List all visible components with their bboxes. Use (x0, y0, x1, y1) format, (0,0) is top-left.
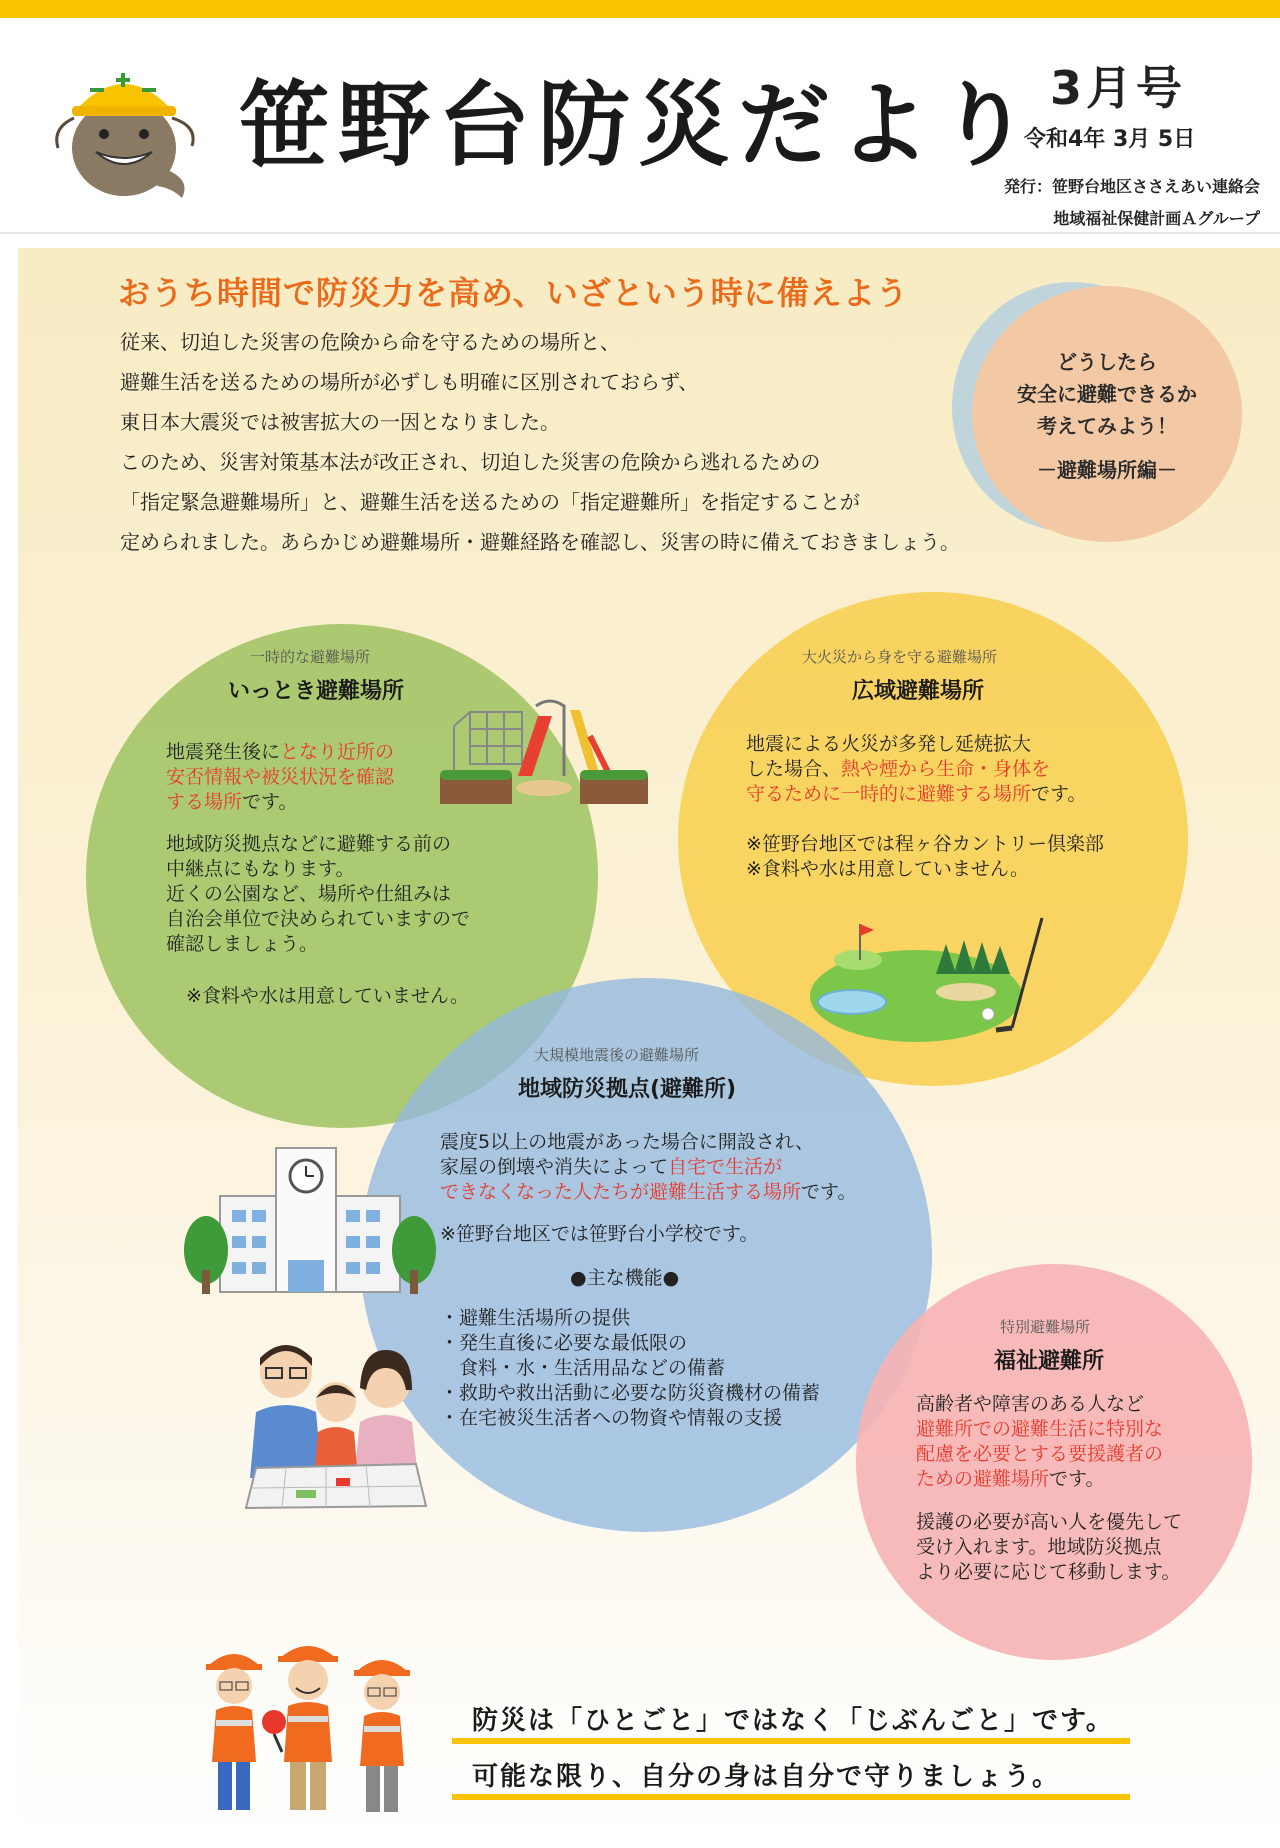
intro-line: このため、災害対策基本法が改正され、切迫した災害の危険から逃れるための (120, 450, 821, 474)
headline: おうち時間で防災力を高め、いざという時に備えよう (118, 274, 909, 312)
blue-circle-functions-title: ●主な機能● (570, 1267, 680, 1289)
playground-illustration (440, 696, 650, 808)
slogan-line-2: 可能な限り、自分の身は自分で守りましょう。 (472, 1762, 1061, 1792)
green-circle-paragraph-2: 地域防災拠点などに避難する前の 中継点にもなります。 近くの公園など、場所や仕組みは 自治会単位で決められていますので 確認しましょう。 (166, 833, 471, 955)
blue-circle-paragraph-1: 震度5以上の地震があった場合に開設され、 家屋の倒壊や消失によって自宅で生活が できなくなった人たちが避難生活する場所です。 (440, 1131, 857, 1203)
school-building-illustration (180, 1140, 440, 1298)
function-item: ・救助や救出活動に必要な防災資機材の備蓄 (440, 1382, 821, 1404)
pink-circle-subtitle: 特別避難場所 (1000, 1318, 1091, 1336)
yellow-circle-subtitle: 大火災から身を守る避難場所 (802, 648, 998, 666)
slogan-underline-2 (452, 1794, 1130, 1800)
family-with-map-illustration (236, 1328, 436, 1510)
yellow-circle-notes: ※笹野台地区では程ヶ谷カントリー倶楽部 ※食料や水は用意していません。 (746, 833, 1104, 880)
intro-line: 定められました。あらかじめ避難場所・避難経路を確認し、災害の時に備えておきましょう。 (120, 530, 960, 554)
publisher-line-2: 地域福祉保健計画Ａグループ (1053, 209, 1260, 228)
green-circle-title: いっとき避難場所 (228, 679, 405, 704)
function-item: 食料・水・生活用品などの備蓄 (440, 1357, 726, 1379)
intro-line: 従来、切迫した災害の危険から命を守るための場所と、 (120, 330, 620, 354)
speech-bubble (972, 286, 1242, 542)
bubble-subtitle: －避難場所編－ (1037, 458, 1177, 482)
function-item: ・避難生活場所の提供 (440, 1307, 631, 1329)
intro-line: 東日本大震災では被害拡大の一因となりました。 (120, 410, 560, 434)
intro-line: 避難生活を送るための場所が必ずしも明確に区別されておらず、 (120, 370, 699, 394)
issue-label: 3月号 (1050, 61, 1187, 115)
intro-line: 「指定緊急避難場所」と、避難生活を送るための「指定避難所」を指定することが (120, 490, 860, 514)
pink-circle-title: 福祉避難所 (994, 1349, 1105, 1374)
issue-date: 令和4年 3月 5日 (1024, 127, 1196, 152)
bubble-line: どうしたら (1057, 350, 1157, 374)
yellow-circle-paragraph-1: 地震による火災が多発し延焼拡大 した場合、熱や煙から生命・身体を 守るために一時的に避難する場所です。 (746, 733, 1087, 805)
slogan-line-1: 防災は「ひとごと」ではなく「じぶんごと」です。 (472, 1706, 1114, 1736)
blue-circle-subtitle: 大規模地震後の避難場所 (534, 1046, 700, 1064)
pink-circle-paragraph-2: 援護の必要が高い人を優先して 受け入れます。地域防災拠点 より必要に応じて移動します。 (916, 1511, 1183, 1583)
intro-paragraph (120, 322, 1020, 562)
newsletter-title: 笹野台防災だより (238, 72, 1039, 179)
slogan-underline-1 (452, 1738, 1130, 1744)
green-circle-subtitle: 一時的な避難場所 (250, 648, 371, 666)
golf-course-illustration (806, 910, 1056, 1046)
yellow-circle-title: 広域避難場所 (852, 679, 985, 704)
disaster-volunteers-illustration (198, 1642, 418, 1822)
green-circle-paragraph-1: 地震発生後にとなり近所の 安否情報や被災状況を確認 する場所です。 (166, 741, 395, 813)
newsletter-header (0, 18, 1280, 234)
bubble-line: 考えてみよう！ (1037, 414, 1177, 438)
function-item: ・在宅被災生活者への物資や情報の支援 (440, 1407, 783, 1429)
top-accent-bar (0, 0, 1280, 18)
publisher-line-1: 発行：笹野台地区ささえあい連絡会 (1003, 177, 1260, 196)
blue-circle-functions-list (440, 1306, 820, 1431)
pink-circle-paragraph-1: 高齢者や障害のある人など 避難所での避難生活に特別な 配慮を必要とする要援護者の ための避難場所です。 (916, 1393, 1164, 1490)
blue-circle-title: 地域防災拠点(避難所) (518, 1077, 737, 1102)
blue-circle-note: ※笹野台地区では笹野台小学校です。 (440, 1223, 759, 1245)
bubble-line: 安全に避難できるか (1017, 382, 1197, 406)
function-item: ・発生直後に必要な最低限の (440, 1332, 688, 1354)
green-circle-note: ※食料や水は用意していません。 (186, 985, 470, 1007)
catfish-mascot-illustration (52, 48, 202, 208)
